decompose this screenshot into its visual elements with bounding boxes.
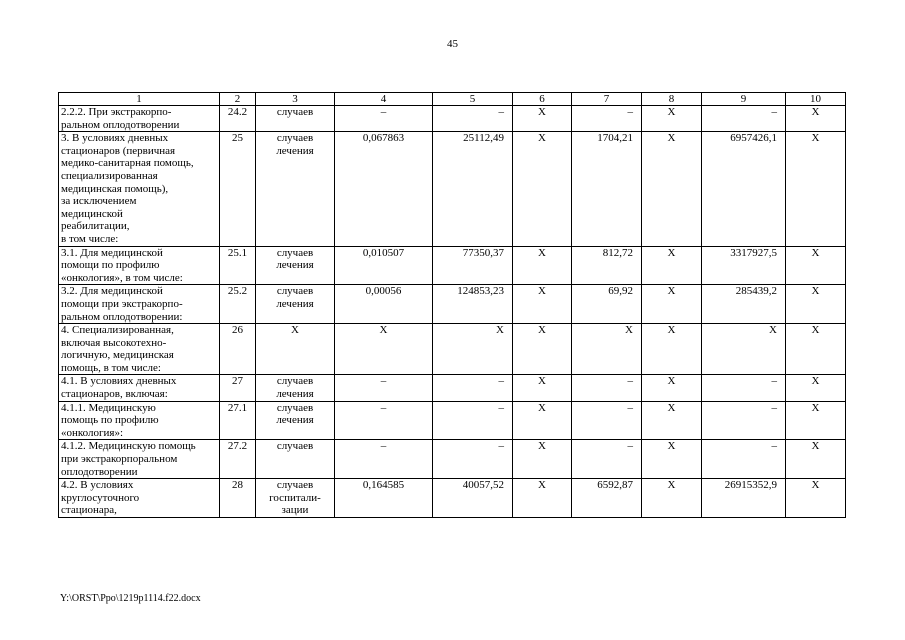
table-cell: 77350,37 [433,246,513,285]
data-table [58,92,846,518]
table-cell: 3.2. Для медицинской помощи при экстракорпо- ральном оплодотворении: [59,285,220,324]
table-cell: 0,010507 [335,246,433,285]
table-cell: Х [642,375,702,401]
table-cell: 4.1. В условиях дневных стационаров, включая: [59,375,220,401]
table-cell: 0,00056 [335,285,433,324]
table-cell: 0,164585 [335,479,433,518]
table-cell: 25.2 [220,285,256,324]
page-number: 45 [447,38,458,50]
table-cell: Х [642,285,702,324]
table-cell: Х [786,285,846,324]
table-cell: Х [256,324,335,375]
table-cell: случаев [256,106,335,132]
column-header-4: 4 [335,93,433,106]
table-cell: 1704,21 [572,132,642,246]
table-cell: – [702,375,786,401]
table-cell: – [335,401,433,440]
table-cell: – [335,440,433,479]
table-cell: 26 [220,324,256,375]
column-header-8: 8 [642,93,702,106]
table-cell: Х [513,324,572,375]
table-cell: 124853,23 [433,285,513,324]
table-cell: Х [642,479,702,518]
table-cell: случаев лечения [256,401,335,440]
table-cell: случаев лечения [256,246,335,285]
table-cell: Х [642,401,702,440]
table-cell: Х [513,375,572,401]
table-row [59,106,846,132]
table-row [59,285,846,324]
table-cell: – [433,106,513,132]
column-header-1: 1 [59,93,220,106]
table-cell: 0,067863 [335,132,433,246]
table-cell: 27 [220,375,256,401]
column-header-2: 2 [220,93,256,106]
table-cell: – [572,375,642,401]
document-file-path: Y:\ORST\Ppo\1219p1114.f22.docx [60,593,201,604]
table-cell: 812,72 [572,246,642,285]
table-cell: 2.2.2. При экстракорпо- ральном оплодотворении [59,106,220,132]
column-header-3: 3 [256,93,335,106]
table-cell: – [702,106,786,132]
table-row [59,375,846,401]
table-body [59,106,846,518]
table-cell: Х [513,132,572,246]
table-cell: 3. В условиях дневных стационаров (первичная медико-санитарная помощь, специализированная медицинская помощь), за исключением медицинской реабилитации, в том числе: [59,132,220,246]
table-cell: 4.1.2. Медицинскую помощь при экстракорпоральном оплодотворении [59,440,220,479]
table-cell: – [335,106,433,132]
table-cell: – [433,375,513,401]
table-cell: 25 [220,132,256,246]
table-cell: Х [513,246,572,285]
table-cell: Х [786,401,846,440]
table-cell: – [433,401,513,440]
table-cell: – [335,375,433,401]
table-cell: Х [786,479,846,518]
table-cell: Х [786,324,846,375]
table-row [59,479,846,518]
table-cell: 6957426,1 [702,132,786,246]
column-header-10: 10 [786,93,846,106]
table-cell: Х [513,285,572,324]
table-cell: 3.1. Для медицинской помощи по профилю «онкология», в том числе: [59,246,220,285]
table-cell: 28 [220,479,256,518]
table-cell: 3317927,5 [702,246,786,285]
table-cell: Х [786,132,846,246]
table-cell: Х [642,106,702,132]
table-cell: – [702,440,786,479]
table-row [59,246,846,285]
table-cell: случаев лечения [256,375,335,401]
table-cell: Х [702,324,786,375]
table-cell: – [572,440,642,479]
table-cell: Х [513,106,572,132]
table-cell: Х [433,324,513,375]
table-cell: 24.2 [220,106,256,132]
table-cell: случаев [256,440,335,479]
table-cell: 285439,2 [702,285,786,324]
table-cell: случаев лечения [256,132,335,246]
table-cell: Х [513,440,572,479]
table-cell: – [572,401,642,440]
table-cell: 69,92 [572,285,642,324]
table-cell: 6592,87 [572,479,642,518]
table-cell: 4.2. В условиях круглосуточного стационара, [59,479,220,518]
table-cell: 4. Специализированная, включая высокотехно- логичную, медицинская помощь, в том числе: [59,324,220,375]
table-header-row [59,93,846,106]
table-row [59,324,846,375]
table-cell: Х [513,479,572,518]
table-cell: – [433,440,513,479]
table-cell: 40057,52 [433,479,513,518]
table-row [59,132,846,246]
table-cell: – [702,401,786,440]
table-cell: случаев госпитали- зации [256,479,335,518]
table-cell: 27.2 [220,440,256,479]
table-cell: Х [642,324,702,375]
table-cell: 26915352,9 [702,479,786,518]
table-cell: Х [513,401,572,440]
table-row [59,440,846,479]
table-cell: 27.1 [220,401,256,440]
table-cell: 25.1 [220,246,256,285]
table-cell: Х [642,440,702,479]
table-cell: 25112,49 [433,132,513,246]
table-cell: Х [786,440,846,479]
table-cell: – [572,106,642,132]
table-row [59,401,846,440]
table-cell: Х [642,246,702,285]
table-cell: Х [786,106,846,132]
table-cell: Х [335,324,433,375]
column-header-7: 7 [572,93,642,106]
column-header-5: 5 [433,93,513,106]
table-cell: Х [786,375,846,401]
table-cell: Х [572,324,642,375]
table-cell: Х [786,246,846,285]
table-cell: 4.1.1. Медицинскую помощь по профилю «онкология»: [59,401,220,440]
column-header-9: 9 [702,93,786,106]
table-cell: случаев лечения [256,285,335,324]
table-cell: Х [642,132,702,246]
column-header-6: 6 [513,93,572,106]
